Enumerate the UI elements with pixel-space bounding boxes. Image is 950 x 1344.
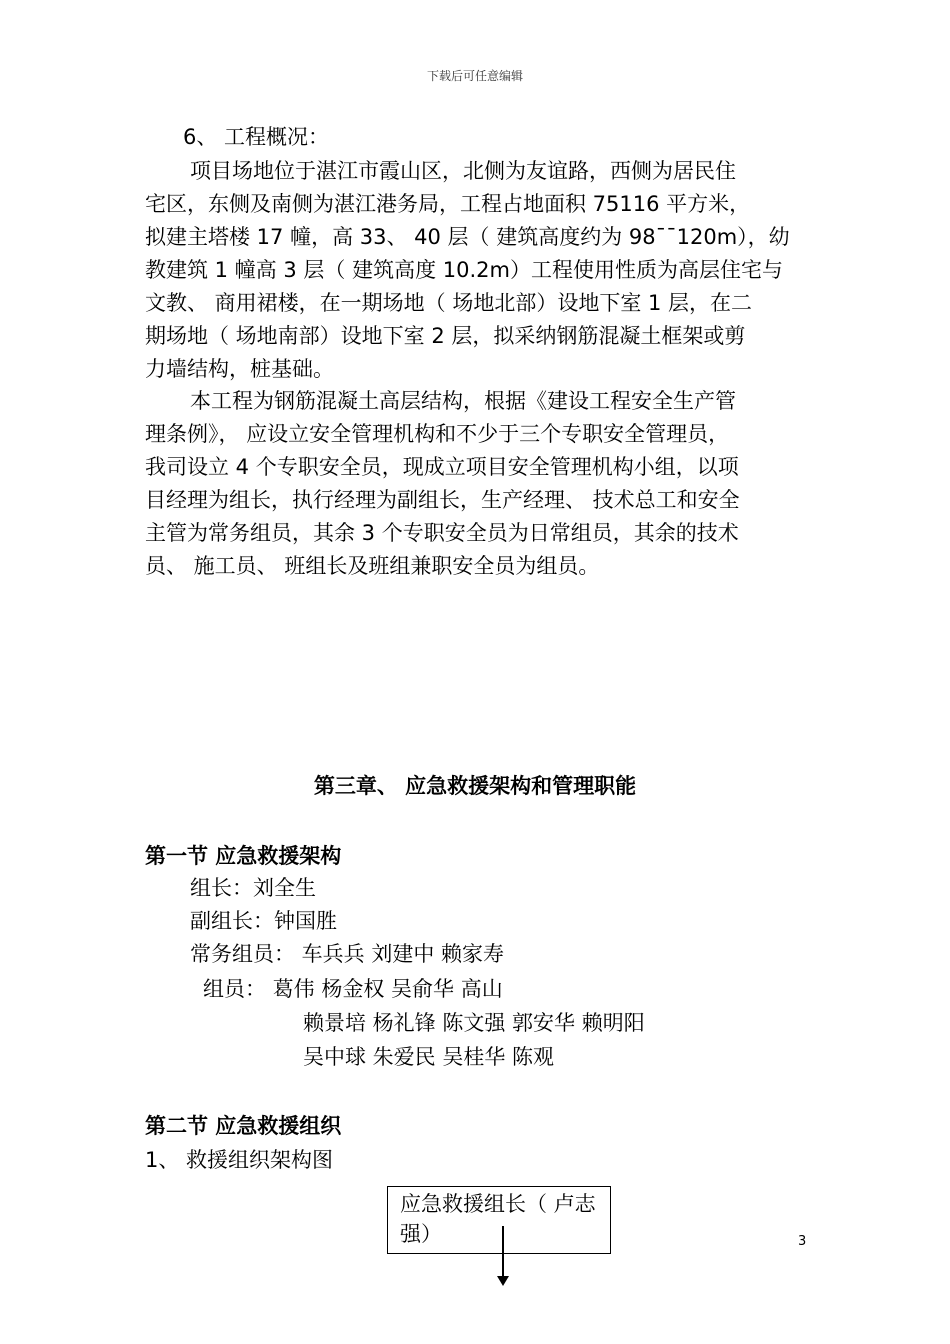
paragraph-line: 力墙结构，桩基础。: [145, 357, 334, 381]
paragraph-line: 拟建主塔楼 17 幢，高 33、 40 层（ 建筑高度约为 98¯¯120m），幼: [145, 225, 790, 249]
deputy-leader-line: 副组长：钟国胜: [190, 909, 337, 933]
chapter-title: 第三章、 应急救援架构和管理职能: [313, 774, 637, 798]
paragraph-line: 宅区，东侧及南侧为湛江港务局，工程占地面积 75116 平方米，: [145, 192, 751, 216]
paragraph-line: 目经理为组长，执行经理为副组长，生产经理、 技术总工和安全: [145, 488, 740, 512]
org-chart-caption: 1、 救援组织架构图: [145, 1148, 334, 1172]
paragraph-line: 理条例》， 应设立安全管理机构和不少于三个专职安全管理员，: [145, 422, 730, 446]
emergency-leader-box: [387, 1186, 611, 1254]
paragraph-line: 项目场地位于湛江市霞山区，北侧为友谊路，西侧为居民住: [190, 159, 736, 183]
paragraph-line: 员、 施工员、 班组长及班组兼职安全员为组员。: [145, 554, 600, 578]
page-number: 3: [798, 1234, 807, 1249]
leader-line: 组长：刘全生: [190, 876, 316, 900]
members-line-2: 赖景培 杨礼锋 陈文强 郭安华 赖明阳: [303, 1011, 645, 1035]
paragraph-line: 文教、 商用裙楼，在一期场地（ 场地北部）设地下室 1 层，在二: [145, 291, 753, 315]
emergency-leader-box-text: 应急救援组长（ 卢志强）: [400, 1192, 596, 1246]
paragraph-line: 我司设立 4 个专职安全员，现成立项目安全管理机构小组，以项: [145, 455, 739, 479]
section-1-title: 第一节 应急救援架构: [145, 844, 342, 868]
members-line-1: 组员： 葛伟 杨金权 吴俞华 高山: [203, 977, 503, 1001]
paragraph-line: 主管为常务组员，其余 3 个专职安全员为日常组员，其余的技术: [145, 521, 739, 545]
paragraph-line: 本工程为钢筋混凝土高层结构，根据《建设工程安全生产管: [190, 389, 736, 413]
arrow-down-icon: [497, 1276, 509, 1286]
page-header: 下载后可任意编辑: [426, 69, 523, 83]
paragraph-line: 教建筑 1 幢高 3 层（ 建筑高度 10.2m）工程使用性质为高层住宅与: [145, 258, 783, 282]
members-line-3: 吴中球 朱爱民 吴桂华 陈观: [303, 1045, 555, 1069]
paragraph-line: 期场地（ 场地南部）设地下室 2 层，拟采纳钢筋混凝土框架或剪: [145, 324, 746, 348]
section-6-heading: 6、 工程概况：: [183, 125, 330, 149]
org-chart-connector: [502, 1226, 504, 1278]
standing-members-line: 常务组员： 车兵兵 刘建中 赖家寿: [190, 942, 505, 966]
section-2-title: 第二节 应急救援组织: [145, 1114, 342, 1138]
